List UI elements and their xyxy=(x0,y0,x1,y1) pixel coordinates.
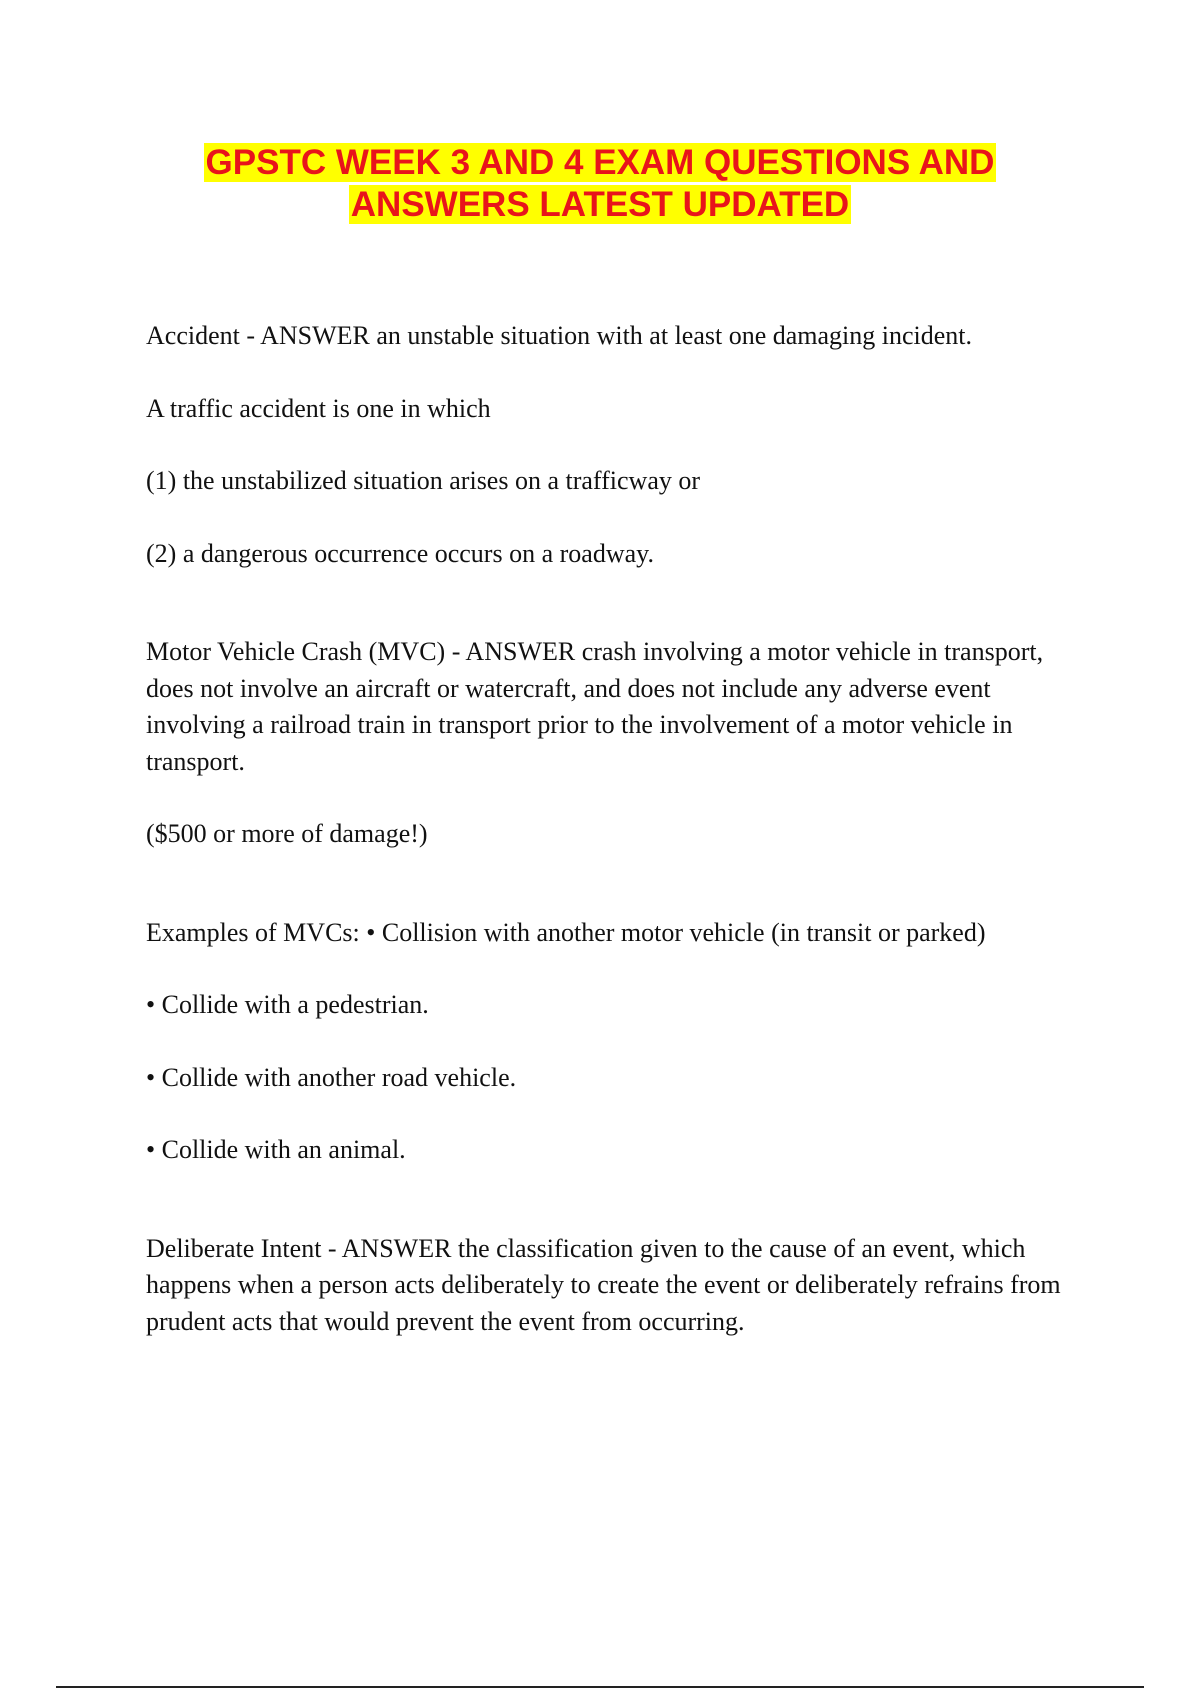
deliberate-intent-definition: Deliberate Intent - ANSWER the classification given to the cause of an event, which happens when a person acts deliberately to create the event or deliberately refrains from prudent acts that would prevent the event from occurring. xyxy=(146,1233,1061,1336)
accident-definition: Accident - ANSWER an unstable situation with at least one damaging incident. xyxy=(146,321,973,350)
page-bottom-rule xyxy=(56,1686,1144,1688)
title-line-1: GPSTC WEEK 3 AND 4 EXAM QUESTIONS AND xyxy=(205,143,995,182)
mvc-definition: Motor Vehicle Crash (MVC) - ANSWER crash involving a motor vehicle in transport, does not involve an aircraft or watercraft, and does not include any adverse event involving a railroad train in transport prior to the involvement of a motor vehicle in transport. xyxy=(146,637,1044,776)
mvc-damage-note: ($500 or more of damage!) xyxy=(146,819,428,848)
document-title xyxy=(100,142,1100,226)
title-line-2: ANSWERS LATEST UPDATED xyxy=(350,185,850,224)
mvc-examples-intro: Examples of MVCs: • Collision with another motor vehicle (in transit or parked) xyxy=(146,917,986,947)
traffic-condition-1: (1) the unstabilized situation arises on a trafficway or xyxy=(146,466,701,495)
document-body xyxy=(146,318,1066,1340)
mvc-example-bullet-2: • Collide with another road vehicle. xyxy=(146,1062,517,1092)
traffic-condition-2: (2) a dangerous occurrence occurs on a roadway. xyxy=(146,538,654,568)
mvc-example-bullet-3: • Collide with an animal. xyxy=(146,1135,406,1164)
traffic-accident-intro: A traffic accident is one in which xyxy=(146,393,491,423)
mvc-example-bullet-1: • Collide with a pedestrian. xyxy=(146,990,429,1019)
